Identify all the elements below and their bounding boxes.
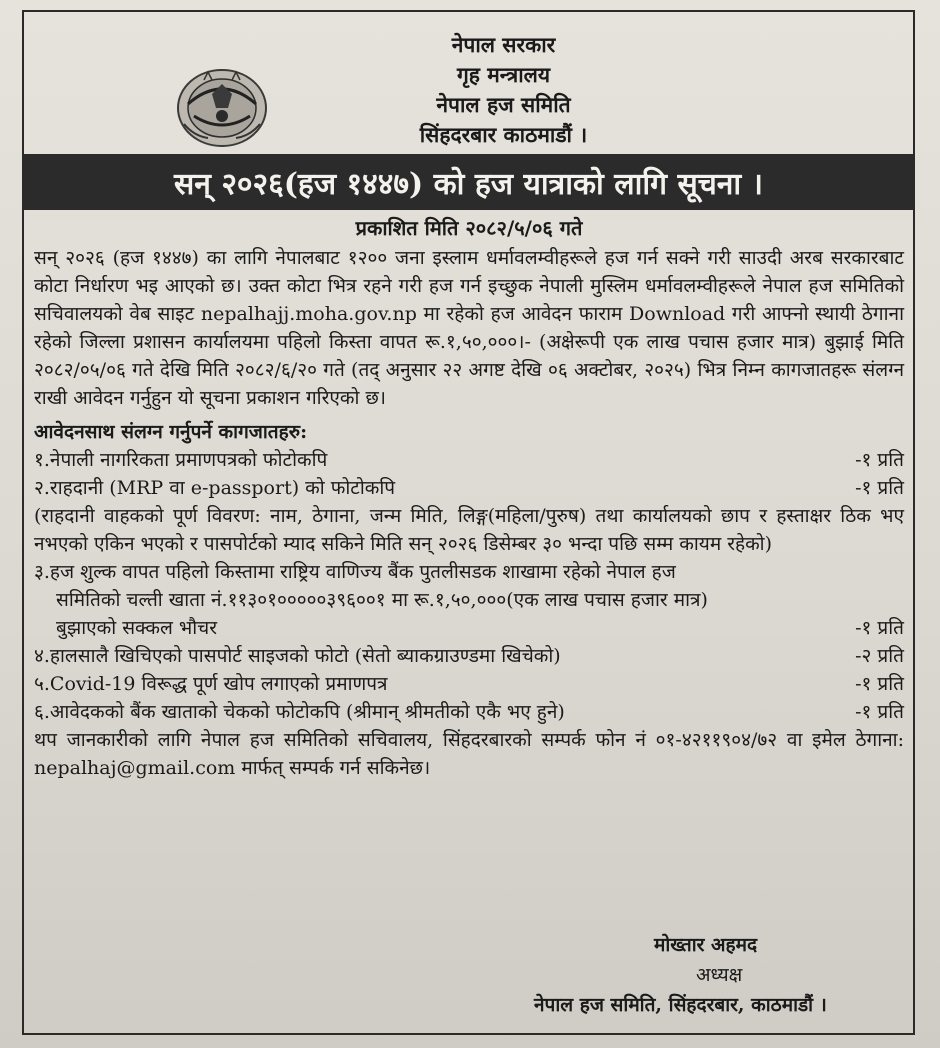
notice-title-banner: [24, 154, 913, 210]
header-line-3: नेपाल हज समिति: [436, 92, 571, 117]
passport-note: (राहदानी वाहकको पूर्ण विवरण: नाम, ठेगाना, जन्म मिति, लिङ्ग(महिला/पुरुष) तथा कार्यालयको छाप र हस्ताक्षर ठिक भए नभएको एकिन भएको र पासपोर्टको म्याद सकिने मिति सन् २०२६ डिसेम्बर ३० भन्दा पछि सम्म कायम रहेको): [34, 505, 904, 555]
document-item-qty: -१ प्रति: [855, 701, 904, 723]
header: [24, 30, 913, 150]
document-item: [34, 698, 904, 726]
notice-body: [34, 214, 904, 782]
document-item: [34, 474, 904, 502]
document-item-qty: -१ प्रति: [855, 449, 904, 471]
intro-paragraph: सन् २०२६ (हज १४४७) का लागि नेपालबाट १२०० जना इस्लाम धर्मावलम्वीहरूले हज गर्न सक्ने गरी साउदी अरब सरकारबाट कोटा निर्धारण भइ आएको छ। उक्त कोटा भित्र रहने गरी हज गर्न इच्छुक नेपाली मुस्लिम धर्मावलम्वीहरूले नेपाल हज समितिको सचिवालयको वेब साइट nepalhajj.moha.gov.np मा रहेको हज आवेदन फाराम Download गरी आफ्नो स्थायी ठेगाना रहेको जिल्ला प्रशासन कार्यालयमा पहिलो किस्ता वापत रू.१,५०,०००।- (अक्षेरूपी एक लाख पचास हजार मात्र) बुझाई मिति २०८२/०५/०६ गते देखि मिति २०८२/६/२० गते (तद् अनुसार २२ अगष्ट देखि ०६ अक्टोबर, २०२५) भित्र निम्न कागजातहरू संलग्न राखी आवेदन गर्नुहुन यो सूचना प्रकाशन गरिएको छ।: [34, 247, 904, 409]
document-item-text: बुझाएको सक्कल भौचर: [56, 617, 218, 639]
document-item: [34, 670, 904, 698]
document-item-text: २.राहदानी (MRP वा e-passport) को फोटोकपि: [34, 477, 396, 499]
notice-title: सन् २०२६(हज १४४७) को हज यात्राको लागि सूचना ।: [173, 166, 764, 202]
document-item-qty: -१ प्रति: [855, 477, 904, 499]
document-item-text: ६.आवेदकको बैंक खाताको चेकको फोटोकपि (श्रीमान् श्रीमतीको एकै भए हुने): [34, 701, 565, 723]
documents-heading: आवेदनसाथ संलग्न गर्नुपर्ने कागजातहरु:: [34, 421, 308, 443]
document-item-3: [34, 558, 904, 642]
document-item-text: ४.हालसालै खिचिएको पासपोर्ट साइजको फोटो (सेतो ब्याकग्राउण्डमा खिचेको): [34, 645, 561, 667]
document-item-text: १.नेपाली नागरिकता प्रमाणपत्रको फोटोकपि: [34, 449, 328, 471]
document-item-qty: -१ प्रति: [855, 617, 904, 639]
header-line-1: नेपाल सरकार: [451, 32, 556, 57]
header-line-2: गृह मन्त्रालय: [456, 62, 551, 87]
signatory-name: मोख्तार अहमद: [654, 934, 758, 956]
header-line-4: सिंहदरबार काठमाडौं ।: [419, 122, 588, 147]
document-item-qty: -१ प्रति: [855, 673, 904, 695]
signatory-title: अध्यक्ष: [696, 964, 743, 986]
document-item: [34, 642, 904, 670]
publication-date: प्रकाशित मिति २०८२/५/०६ गते: [355, 216, 583, 240]
signature-block: [24, 930, 913, 1020]
document-item-3-line-1: ३.हज शुल्क वापत पहिलो किस्तामा राष्ट्रिय वाणिज्य बैंक पुतलीसडक शाखामा रहेको नेपाल हज: [34, 561, 676, 583]
document-item-text: ५.Covid-19 विरूद्ध पूर्ण खोप लगाएको प्रमाणपत्र: [34, 673, 388, 695]
document-item-qty: -२ प्रति: [855, 645, 904, 667]
signatory-organization: नेपाल हज समिति, सिंहदरबार, काठमाडौं ।: [534, 994, 827, 1016]
document-item-3-line-3: [34, 614, 904, 642]
notice-frame: [22, 10, 915, 1035]
document-item-3-line-2: समितिको चल्ती खाता नं.११३०१०००००३९६००१ मा रू.१,५०,०००(एक लाख पचास हजार मात्र): [56, 589, 708, 611]
contact-paragraph: थप जानकारीको लागि नेपाल हज समितिको सचिवालय, सिंहदरबारको सम्पर्क फोन नं ०१-४२११९०४/७२ वा इमेल ठेगाना: nepalhaj@gmail.com मार्फत् सम्पर्क गर्न सकिनेछ।: [34, 729, 904, 779]
document-item: [34, 446, 904, 474]
